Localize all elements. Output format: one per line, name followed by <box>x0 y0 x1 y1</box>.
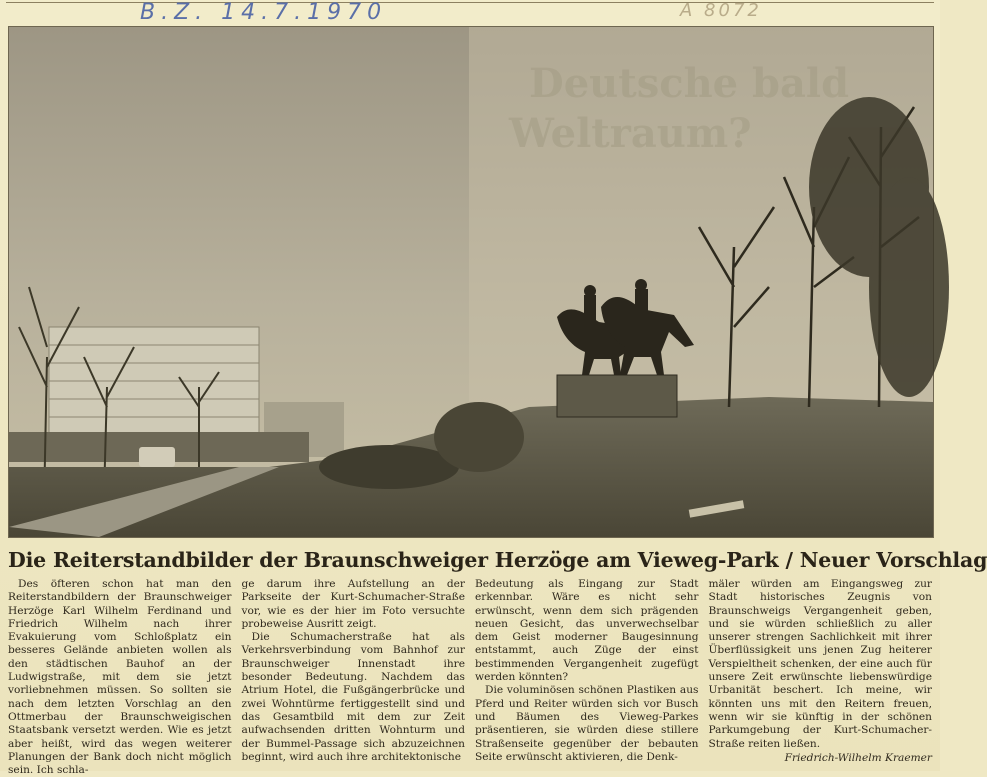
column-4 <box>709 578 933 763</box>
author-byline: Friedrich-Wilhelm Kraemer <box>784 751 932 764</box>
article-headline: Die Reiterstandbilder der Braunschweiger Herzöge am Vieweg-Park / Neuer Vorschlag <box>8 548 987 572</box>
article-body <box>8 578 932 777</box>
paragraph: ge darum ihre Aufstellung an der Parkseite der Kurt-Schumacher-Straße vor, wie es der hier im Foto versuchte probeweise Ausritt zeigt. <box>241 578 465 630</box>
column-1 <box>8 578 232 777</box>
handwritten-date-note: B.Z. 14.7.1970 <box>140 0 388 25</box>
paragraph: Des öfteren schon hat man den Reiterstandbildern der Braunschweiger Herzöge Karl Wilhelm Ferdinand und Friedrich Wilhelm nach ihrer Evakuierung vom Schloßplatz ein besseres Gelände anbieten wollen als den städtischen Bauhof an der Ludwigstraße, mit dem sie jetzt vorliebnehmen müssen. So sollten sie nach dem letzten Vorschlag an den Ottmerbau der Braunschweigischen Staatsbank versetzt werden. Wie es jetzt aber heißt, wird das wegen weiterer Planungen der Bank doch nicht möglich sein. Ich schla- <box>8 578 232 777</box>
paragraph: Die voluminösen schönen Plastiken aus Pferd und Reiter würden sich vor Busch und Bäumen des Vieweg-Parkes präsentieren, sie würden diese stillere Straßenseite gegenüber der bebauten Seite erwünscht aktivieren, die Denk- <box>475 684 699 763</box>
bleed-through-text-1: Deutsche bald <box>529 60 850 107</box>
bleed-through-text-2: Weltraum? <box>509 110 752 157</box>
photo-montage-equestrian-statues <box>9 27 933 537</box>
paragraph: mäler würden am Eingangsweg zur Stadt historisches Zeugnis von Braunschweigs Vergangenheit geben, und sie würden schließlich zu aller unserer strengen Sachlichkeit mit ihrer Überflüssigkeit uns jenen Zug heiterer Verspieltheit schenken, der eine auch für unsere Zeit erwünschte liebenswürdige Urbanität beschert. Ich meine, wir könnten uns mit den Reitern freuen, wenn wir sie künftig in der schönen Parkumgebung der Kurt-Schumacher-Straße reiten ließen. <box>708 578 932 750</box>
archive-mark: A 8072 <box>680 0 762 21</box>
paragraph: Bedeutung als Eingang zur Stadt erkennbar. Wäre es nicht sehr erwünscht, wenn dem sich prägenden neuen Gesicht, das unverwechselbar dem Geist moderner Baugesinnung entstammt, auch Züge der einst bestimmenden Vergangenheit zugefügt werden könnten? <box>475 578 699 684</box>
paragraph: Die Schumacherstraße hat als Verkehrsverbindung vom Bahnhof zur Braunschweiger Innenstadt ihre besonder Bedeutung. Nachdem das Atrium Hotel, die Fußgängerbrücke und zwei Wohntürme fertiggestellt sind und das Gesamtbild mit dem zur Zeit aufwachsenden dritten Wohnturm und der Bummel-Passage sich abzuzeichnen beginnt, wird auch ihre architektonische <box>241 631 465 763</box>
column-2 <box>242 578 466 763</box>
column-3 <box>475 578 699 763</box>
article-photo <box>8 26 934 538</box>
